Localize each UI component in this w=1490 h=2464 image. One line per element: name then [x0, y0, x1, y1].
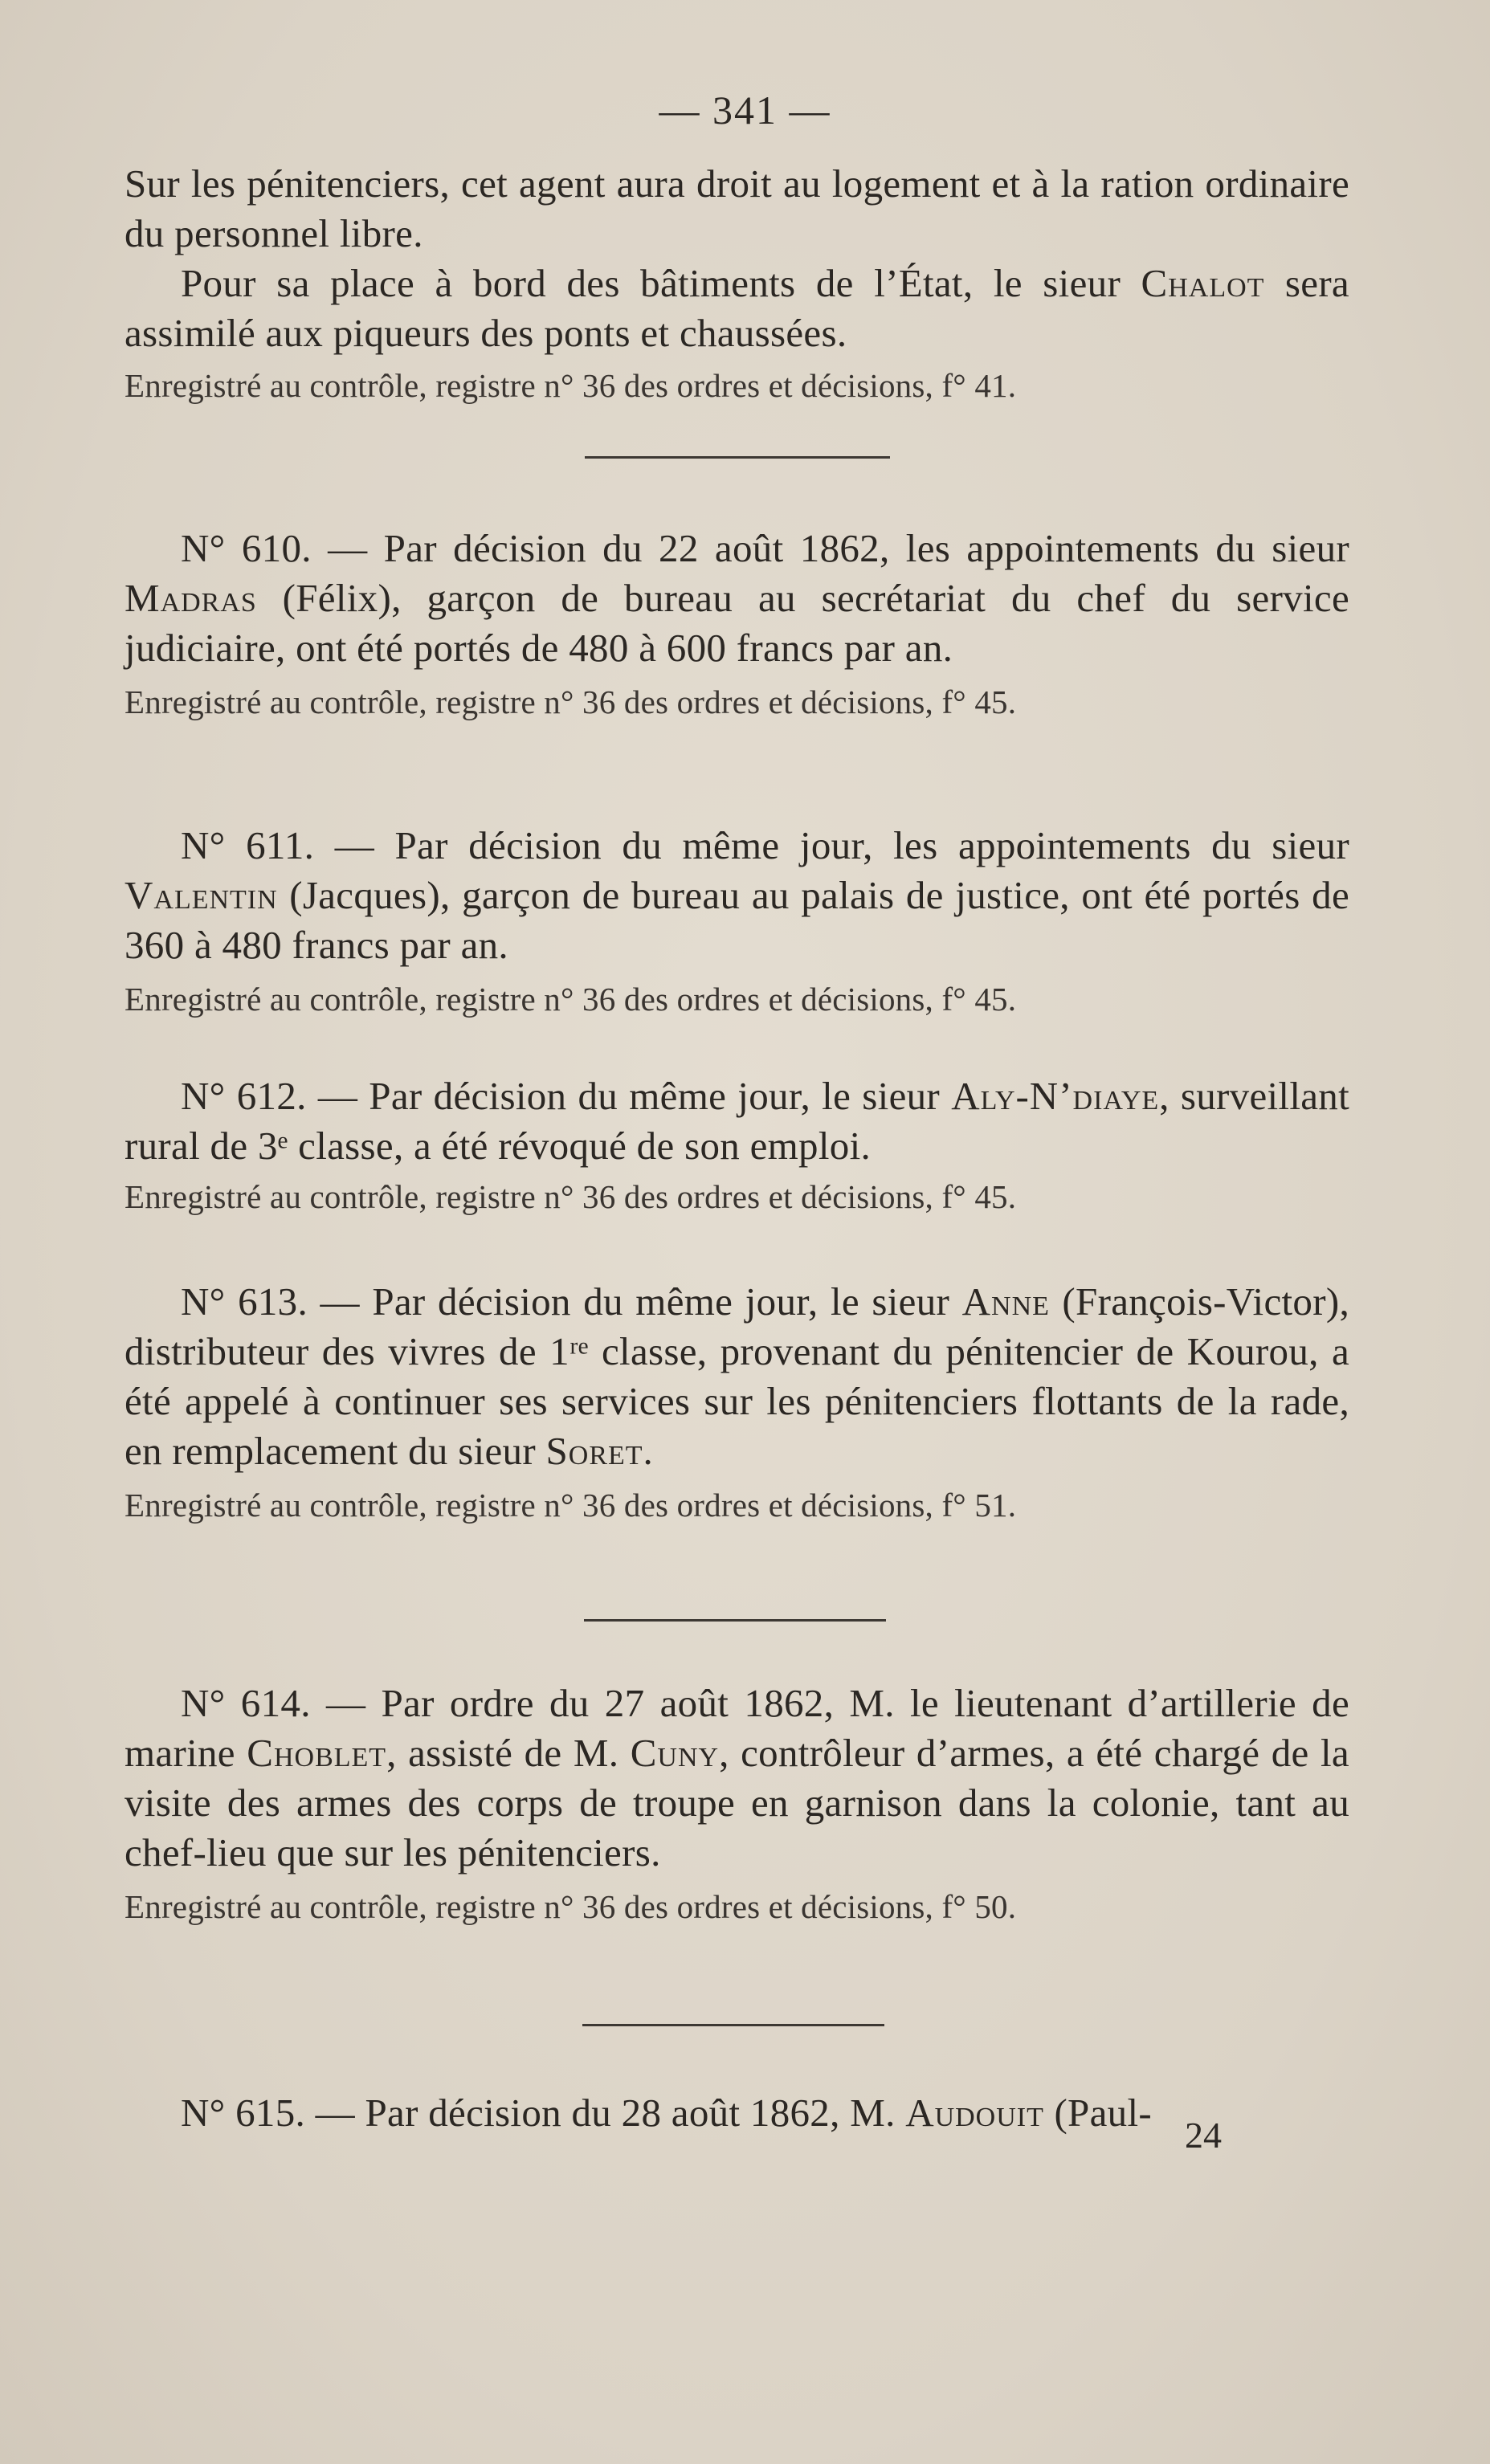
decision-611 — [125, 821, 1349, 1022]
intro-section — [125, 159, 1349, 408]
registry-line: Enregistré au contrôle, registre n° 36 des ordres et décisions, f° 45. — [125, 1178, 1017, 1215]
section-divider — [585, 456, 890, 459]
signature-mark: 24 — [1185, 2115, 1222, 2156]
person-name: Anne — [961, 1279, 1050, 1324]
registry-line: Enregistré au contrôle, registre n° 36 des ordres et décisions, f° 51. — [125, 1487, 1017, 1524]
person-name: Valentin — [125, 873, 278, 917]
decision-614 — [125, 1679, 1349, 1929]
person-name: Chalot — [1141, 261, 1265, 305]
registry-line: Enregistré au contrôle, registre n° 36 des ordres et décisions, f° 45. — [125, 981, 1017, 1018]
decision-612 — [125, 1071, 1349, 1219]
person-name: Audouit — [905, 2091, 1044, 2135]
registry-line: Enregistré au contrôle, registre n° 36 des ordres et décisions, f° 45. — [125, 683, 1017, 720]
registry-line: Enregistré au contrôle, registre n° 36 des ordres et décisions, f° 50. — [125, 1888, 1017, 1925]
page-number-header: — 341 — — [659, 88, 831, 133]
decision-615 — [125, 2088, 1349, 2138]
section-divider — [584, 1619, 886, 1622]
decision-text: N° 611. — Par décision du même jour, les appointements du sieur Valentin (Jacques), garçon de bureau au palais de justice, ont été portés de 360 à 480 francs par an. — [125, 823, 1349, 967]
person-name: Soret — [545, 1429, 643, 1473]
intro-paragraph-1: Sur les pénitenciers, cet agent aura droit au logement et à la ration ordinaire du personnel libre. — [125, 161, 1349, 255]
decision-text: N° 610. — Par décision du 22 août 1862, les appointements du sieur Madras (Félix), garçon de bureau au secrétariat du chef du service judiciaire, ont été portés de 480 à 600 francs par an. — [125, 526, 1349, 670]
decision-text: N° 613. — Par décision du même jour, le sieur Anne (François-Victor), distributeur des vivres de 1ʳᵉ classe, provenant du pénitencier de Kourou, a été appelé à continuer ses services sur les pénitenciers flottants de la rade, en remplacement du sieur Soret. — [125, 1279, 1350, 1473]
decision-text: N° 615. — Par décision du 28 août 1862, M. Audouit (Paul- — [181, 2091, 1152, 2135]
person-name: Madras — [125, 576, 257, 620]
decision-610 — [125, 524, 1349, 724]
decision-text: N° 614. — Par ordre du 27 août 1862, M. le lieutenant d’artillerie de marine Choblet, assisté de M. Cuny, contrôleur d’armes, a été chargé de la visite des armes des corps de troupe en garnison dans la colonie, tant au chef-lieu que sur les pénitenciers. — [125, 1681, 1349, 1875]
intro-paragraph-2: Pour sa place à bord des bâtiments de l’État, le sieur Chalot sera assimilé aux piqueurs des ponts et chaussées. — [125, 261, 1349, 355]
registry-line: Enregistré au contrôle, registre n° 36 des ordres et décisions, f° 41. — [125, 367, 1017, 404]
person-name: Choblet — [247, 1731, 387, 1775]
person-name: Cuny — [630, 1731, 720, 1775]
decision-613 — [125, 1277, 1349, 1528]
person-name: Aly-N’diaye — [951, 1074, 1160, 1118]
decision-text: N° 612. — Par décision du même jour, le sieur Aly-N’diaye, surveillant rural de 3ᵉ classe, a été révoqué de son emploi. — [125, 1074, 1349, 1168]
section-divider — [582, 2024, 884, 2026]
